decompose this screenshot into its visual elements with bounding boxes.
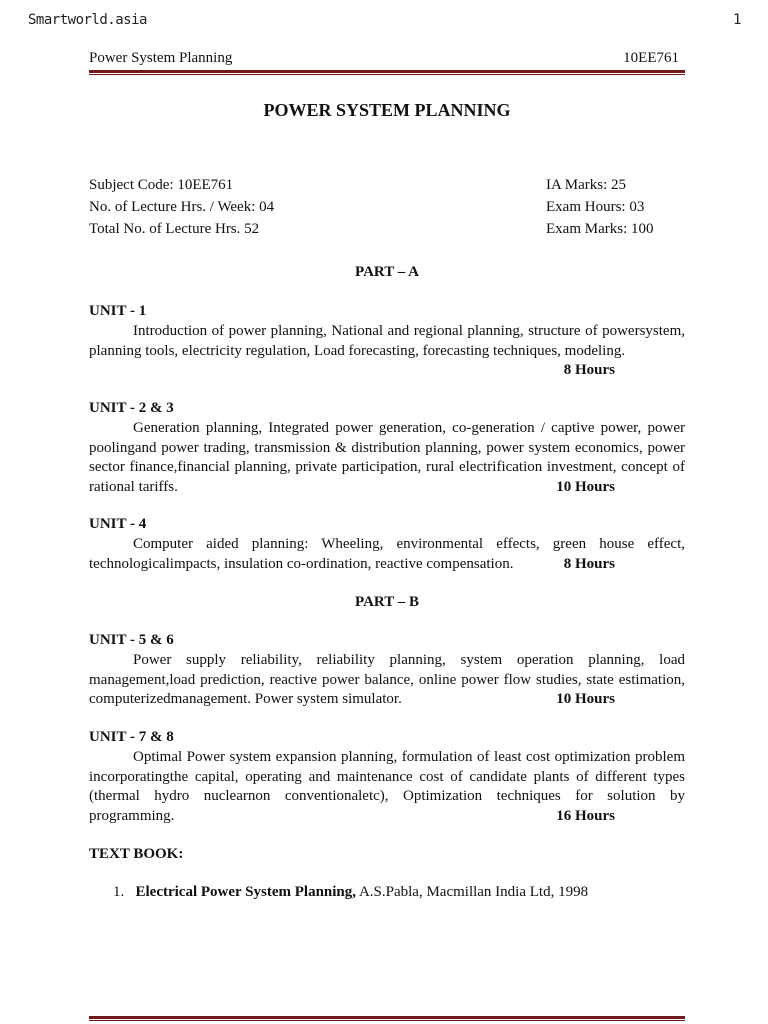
unit-2-3-text: Generation planning, Integrated power generation, co-generation / captive power, power poolingand power trading, transmission & distribution planning, power system economics, power sector finance,financial planning, private participation, rural electrification investment, concept of rational tariffs.	[89, 420, 685, 495]
unit-1-heading: UNIT - 1	[89, 303, 147, 319]
lecture-hours-per-week: No. of Lecture Hrs. / Week: 04	[89, 199, 275, 215]
subject-code: Subject Code: 10EE761	[89, 177, 234, 193]
unit-1-text: Introduction of power planning, National and regional planning, structure of powersystem, planning tools, electricity regulation, Load forecasting, forecasting techniques, modeling.	[89, 323, 685, 359]
part-a-heading: PART – A	[355, 264, 419, 280]
course-details	[89, 174, 685, 240]
textbook-item-number: 1.	[113, 884, 125, 900]
unit-2-3-heading: UNIT - 2 & 3	[89, 400, 174, 416]
header-course-code: 10EE761	[623, 50, 679, 66]
unit-4-heading: UNIT - 4	[89, 516, 147, 532]
page-number: 1	[733, 12, 742, 28]
unit-2-3-hours: 10 Hours	[556, 478, 615, 495]
unit-2-3-content	[89, 419, 685, 497]
total-lecture-hours: Total No. of Lecture Hrs. 52	[89, 221, 260, 237]
exam-marks: Exam Marks: 100	[546, 221, 654, 237]
document-title: POWER SYSTEM PLANNING	[263, 100, 511, 120]
unit-4-text: Computer aided planning: Wheeling, environmental effects, green house effect, technologicalimpacts, insulation co-ordination, reactive compensation.	[89, 536, 685, 572]
running-header	[89, 50, 685, 72]
site-name: Smartworld.asia	[28, 12, 147, 28]
part-b-heading: PART – B	[355, 594, 419, 610]
unit-7-8-heading: UNIT - 7 & 8	[89, 729, 174, 745]
unit-4-content	[89, 535, 685, 574]
unit-5-6-content	[89, 651, 685, 710]
unit-7-8-hours: 16 Hours	[556, 807, 615, 824]
header-rule	[89, 70, 685, 75]
exam-hours: Exam Hours: 03	[546, 199, 645, 215]
textbook-item	[113, 884, 588, 901]
textbook-item-details: A.S.Pabla, Macmillan India Ltd, 1998	[356, 884, 589, 900]
unit-5-6-heading: UNIT - 5 & 6	[89, 632, 174, 648]
source-watermark-bar	[0, 0, 768, 40]
unit-1-hours: 8 Hours	[563, 362, 615, 378]
header-course-title: Power System Planning	[89, 50, 233, 66]
footer-rule	[89, 1016, 685, 1021]
unit-7-8-text: Optimal Power system expansion planning, formulation of least cost optimization problem incorporatingthe capital, operating and maintenance cost of candidate plants of different types (thermal hydro nuclearnon conventionaletc), Optimization techniques for solution by programming.	[89, 749, 685, 824]
ia-marks: IA Marks: 25	[546, 177, 626, 193]
unit-7-8-content	[89, 748, 685, 826]
unit-5-6-hours: 10 Hours	[556, 691, 615, 707]
textbook-heading: TEXT BOOK:	[89, 846, 184, 862]
unit-4-hours: 8 Hours	[563, 555, 615, 572]
unit-1-content	[89, 322, 685, 381]
unit-5-6-text: Power supply reliability, reliability planning, system operation planning, load management,load prediction, reactive power balance, online power flow studies, state estimation, computerizedmanagement. Power system simulator.	[89, 652, 685, 707]
textbook-item-title: Electrical Power System Planning,	[135, 884, 357, 900]
